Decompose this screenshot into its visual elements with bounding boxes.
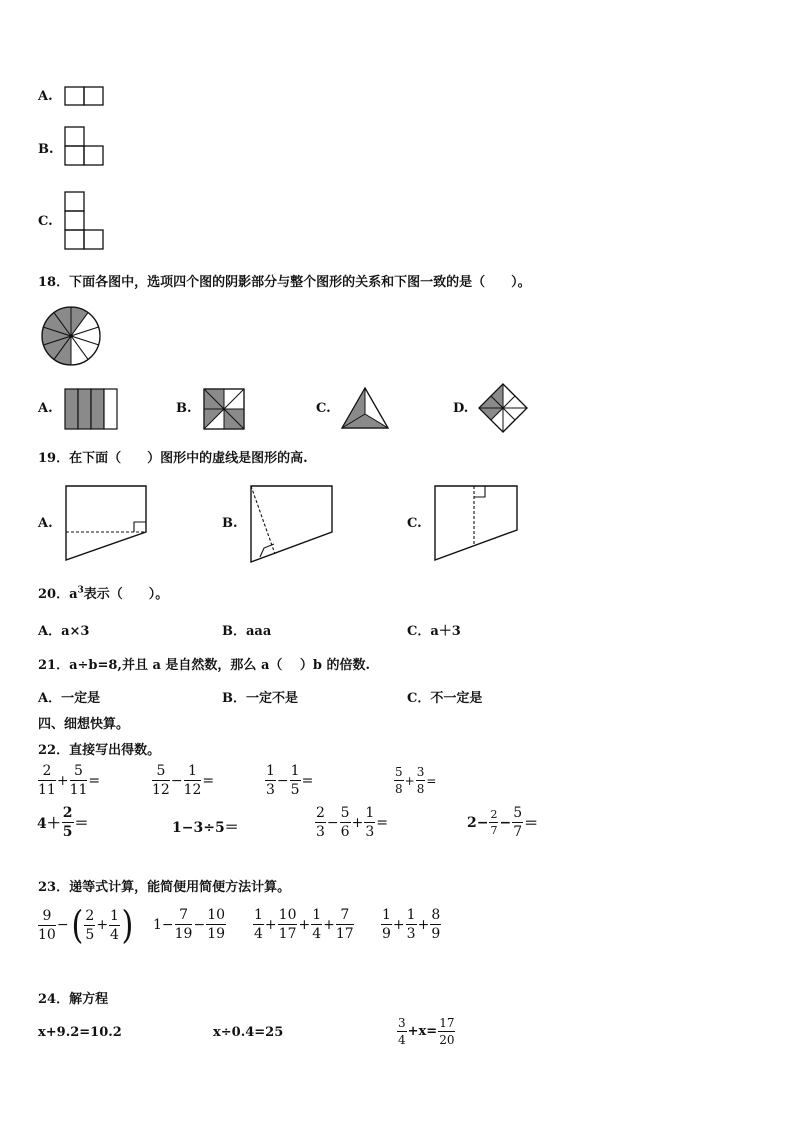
denominator: 4 [254,926,263,942]
q21-title: 21．a÷b=8,并且 a 是自然数，那么 a（ ）b 的倍数. [38,658,371,673]
numerator: 1 [365,805,375,821]
operator: − [193,916,206,933]
denominator: 11 [38,782,56,798]
q22-title: 22．直接写出得数。 [38,743,161,758]
equals-sign: = [88,772,101,789]
leading-term: 1− [153,916,174,933]
denominator: 6 [340,824,350,840]
denominator: 3 [365,824,375,840]
numerator: 2 [38,764,56,781]
denominator: 3 [266,782,275,798]
numerator: 5 [70,764,88,781]
operator: + [351,814,364,831]
operator: − [499,814,512,831]
numerator: 10 [207,907,226,923]
q19-title: 19．在下面（ ）图形中的虚线是图形的高. [38,451,308,466]
numerator: 3 [416,765,425,779]
numerator: 5 [395,765,403,779]
denominator: 4 [398,1033,406,1047]
q19-option-c-trapezoid [433,484,519,562]
denominator: 7 [513,824,523,840]
q19-option-c-label: C. [407,516,422,531]
q24-equation-3 [397,1017,455,1046]
equals-sign: = [426,773,437,788]
denominator: 10 [38,926,56,943]
q20-option-b: B．aaa [222,624,272,639]
right-parenthesis: ) [121,903,134,947]
denominator: 19 [207,926,226,942]
denominator: 4 [110,926,119,943]
denominator: 20 [439,1033,455,1047]
operator: − [326,814,339,831]
q19-option-b-trapezoid [248,484,334,564]
q22-expr-1 [38,764,101,797]
q17-option-b-label: B. [38,142,54,157]
q18-option-a-label: A. [38,401,53,416]
denominator: 12 [152,782,170,798]
denominator: 7 [490,824,498,837]
numerator: 1 [254,907,263,923]
q19-option-a-label: A. [38,516,53,531]
operator: + [298,916,311,933]
numerator: 5 [152,764,170,781]
q22-expr-8 [466,806,539,839]
q18-option-a-figure [64,388,120,430]
q24-equation-2: x÷0.4=25 [213,1025,284,1040]
numerator: 1 [312,907,322,923]
denominator: 8 [416,782,425,796]
q19-option-b-label: B. [222,516,238,531]
numerator: 10 [278,907,297,923]
q22-expr-6: 1−3÷5＝ [172,820,239,836]
q17-option-c-figure [64,191,106,250]
equals-sign: ＝ [524,815,539,832]
q21-option-c: C．不一定是 [407,691,483,706]
operator: − [170,772,183,789]
numerator: 2 [62,805,73,821]
denominator: 19 [174,926,193,942]
q20-option-c: C．a＋3 [407,624,461,639]
numerator: 3 [398,1016,406,1030]
q23-expr-2 [152,908,226,941]
q18-reference-circle [40,305,102,367]
left-parenthesis: ( [71,903,83,947]
q22-expr-4 [394,766,437,795]
q18-option-d-label: D. [453,401,469,416]
q24-equation-1: x+9.2=10.2 [38,1025,122,1040]
q18-option-b-label: B. [176,401,192,416]
leading-term: 2− [467,814,489,831]
q18-title: 18．下面各图中，选项四个图的阴影部分与整个图形的关系和下图一致的是（ ）。 [38,275,531,290]
q17-option-b-figure [64,126,106,166]
numerator: 1 [406,907,416,923]
equals-sign: ＝ [74,815,89,832]
operator: + [392,916,405,933]
numerator: 2 [316,805,325,821]
q18-option-d-figure [477,382,529,434]
numerator: 7 [336,908,354,925]
q20-option-a: A．a×3 [38,624,90,639]
q23-expr-4 [381,908,441,941]
numerator: 1 [266,763,275,779]
q20-title-suffix: 表示（ ）。 [83,587,169,602]
q22-expr-5 [36,806,90,839]
denominator: 5 [290,782,300,798]
numerator: 5 [340,805,350,821]
denominator: 4 [312,926,322,942]
equals-sign: = [202,772,215,789]
numerator: 2 [490,808,498,821]
operator: + [323,916,335,933]
q23-title: 23．递等式计算，能简便用简便方法计算。 [38,880,291,895]
operator: + [417,916,430,933]
denominator: 3 [316,824,325,840]
q20-title-prefix: 20．a [38,587,78,602]
q23-expr-1 [38,903,135,947]
q23-expr-3 [253,908,354,941]
q18-option-c-label: C. [316,401,331,416]
numerator: 9 [38,909,56,926]
q19-option-a-trapezoid [64,484,148,562]
operator: + [264,916,277,933]
equals-sign: = [301,772,314,789]
q24-title: 24．解方程 [38,992,109,1007]
denominator: 12 [183,782,202,798]
numerator: 7 [175,908,193,925]
q18-option-c-figure [340,386,390,430]
q21-option-b: B．一定不是 [222,691,298,706]
numerator: 8 [431,907,441,923]
denominator: 11 [69,782,88,798]
section-4-title: 四、细想快算。 [38,717,130,732]
denominator: 17 [335,926,354,942]
operator: + [404,773,415,788]
q17-option-a-label: A. [38,89,53,104]
q22-expr-3 [265,764,314,797]
denominator: 17 [278,926,297,942]
operator: − [276,772,289,789]
q18-option-b-figure [203,388,245,430]
numerator: 1 [184,764,202,781]
denominator: 9 [431,926,441,942]
q22-expr-2 [152,764,215,797]
numerator: 1 [110,907,119,924]
q20-title [38,583,168,602]
denominator: 3 [406,926,416,942]
q22-expr-7 [315,806,389,839]
q20-title-exponent: 3 [77,585,84,596]
denominator: 9 [382,926,391,942]
numerator: 1 [382,907,391,923]
numerator: 1 [290,763,300,779]
operator-text: +x= [407,1024,438,1039]
numerator: 2 [85,907,95,924]
denominator: 5 [85,926,95,943]
denominator: 8 [395,782,403,796]
operator: − [56,917,69,933]
q17-option-c-label: C. [38,214,53,229]
operator: + [96,917,109,933]
q21-option-a: A．一定是 [38,691,101,706]
denominator: 5 [62,824,73,840]
equals-sign: = [376,814,388,831]
q17-option-a-figure [64,86,106,106]
numerator: 5 [513,805,523,821]
leading-term: 4＋ [37,815,61,832]
numerator: 17 [439,1016,455,1030]
operator: + [56,772,69,789]
